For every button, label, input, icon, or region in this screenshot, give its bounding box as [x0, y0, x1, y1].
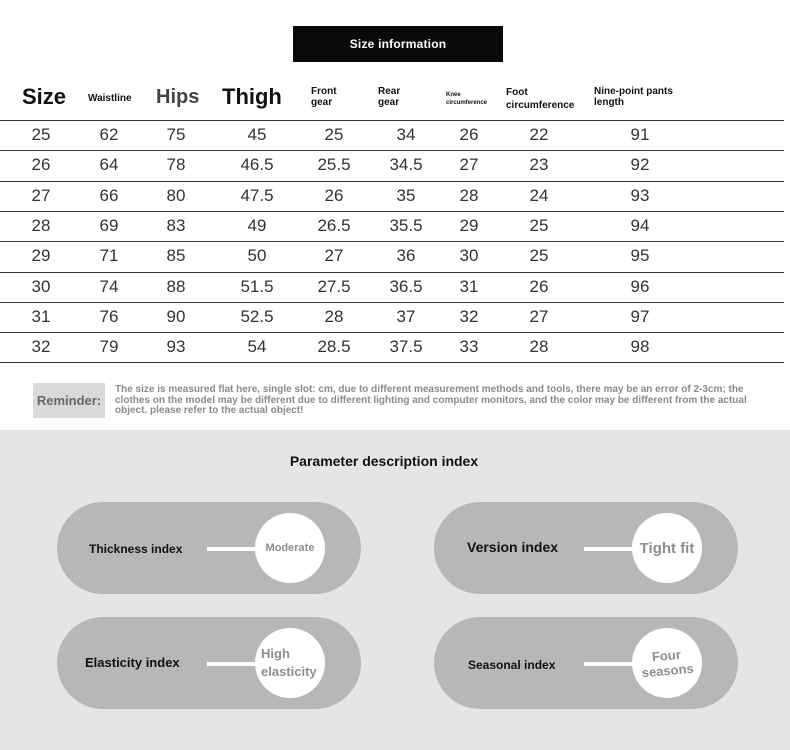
table-cell: 27: [324, 246, 344, 266]
table-cell: 37: [396, 306, 416, 326]
size-info-title: Size information: [293, 26, 503, 62]
table-cell: 85: [166, 246, 186, 266]
table-cell: 54: [247, 337, 267, 357]
table-cell: 66: [99, 185, 119, 205]
table-cell: 96: [630, 276, 650, 296]
table-cell: 25: [529, 215, 549, 235]
table-cell: 47.5: [240, 185, 274, 205]
table-cell: 83: [166, 215, 186, 235]
table-cell: 95: [630, 246, 650, 266]
table-cell: 28.5: [317, 337, 351, 357]
table-cell: 46.5: [240, 155, 274, 175]
table-cell: 79: [99, 337, 119, 357]
table-cell: 90: [166, 306, 186, 326]
table-cell: 27: [459, 155, 479, 175]
table-cell: 28: [459, 185, 479, 205]
table-row-divider: [0, 362, 784, 363]
table-row-divider: [0, 332, 784, 333]
table-row-divider: [0, 181, 784, 182]
table-cell: 88: [166, 276, 186, 296]
table-cell: 27: [31, 185, 51, 205]
table-cell: 93: [630, 185, 650, 205]
table-cell: 35: [396, 185, 416, 205]
seasonal-value: Four seasons: [629, 625, 705, 701]
table-cell: 69: [99, 215, 119, 235]
elasticity-pill: [57, 617, 361, 709]
table-cell: 26: [529, 276, 549, 296]
table-cell: 29: [31, 246, 51, 266]
table-row-divider: [0, 120, 784, 121]
table-cell: 26: [31, 155, 51, 175]
table-cell: 28: [31, 215, 51, 235]
table-cell: 27.5: [317, 276, 351, 296]
table-cell: 93: [166, 337, 186, 357]
version-value: Tight fit: [632, 513, 702, 583]
table-cell: 34.5: [389, 155, 423, 175]
table-cell: 75: [166, 125, 186, 144]
table-cell: 74: [99, 276, 119, 296]
table-cell: 36: [396, 246, 416, 266]
table-cell: 97: [630, 306, 650, 326]
table-cell: 45: [247, 125, 267, 144]
table-cell: 50: [247, 246, 267, 266]
table-cell: 26: [324, 185, 344, 205]
table-cell: 37.5: [389, 337, 423, 357]
seasonal-pill: [434, 617, 738, 709]
table-row-divider: [0, 302, 784, 303]
version-pill: [434, 502, 738, 594]
thickness-value: Moderate: [255, 513, 325, 583]
table-row-divider: [0, 211, 784, 212]
table-cell: 23: [529, 155, 549, 175]
table-cell: 33: [459, 337, 479, 357]
table-cell: 28: [529, 337, 549, 357]
table-row-divider: [0, 150, 784, 151]
table-cell: 30: [31, 276, 51, 296]
table-row-divider: [0, 241, 784, 242]
table-cell: 25: [529, 246, 549, 266]
table-cell: 51.5: [240, 276, 274, 296]
table-cell: 28: [324, 306, 344, 326]
header-foot: Foot circumference: [506, 87, 575, 111]
table-cell: 52.5: [240, 306, 274, 326]
version-label: Version index: [467, 539, 559, 555]
table-cell: 31: [459, 276, 479, 296]
table-cell: 31: [31, 306, 51, 326]
table-cell: 36.5: [389, 276, 423, 296]
table-cell: 62: [99, 125, 119, 144]
header-length: Nine-point pants length: [594, 86, 673, 108]
table-cell: 30: [459, 246, 479, 266]
table-cell: 94: [630, 215, 650, 235]
table-cell: 49: [247, 215, 267, 235]
table-cell: 25: [324, 125, 344, 144]
table-cell: 29: [459, 215, 479, 235]
table-cell: 80: [166, 185, 186, 205]
reminder-label: Reminder:: [33, 383, 105, 418]
table-cell: 91: [630, 125, 650, 144]
header-front-gear: Front gear: [311, 86, 337, 108]
table-row-divider: [0, 272, 784, 273]
table-cell: 78: [166, 155, 186, 175]
table-cell: 26: [459, 125, 479, 144]
table-cell: 92: [630, 155, 650, 175]
seasonal-label: Seasonal index: [468, 658, 556, 672]
table-cell: 71: [99, 246, 119, 266]
table-cell: 32: [459, 306, 479, 326]
header-knee: Knee circumference: [446, 92, 488, 106]
header-waistline: Waistline: [88, 93, 132, 104]
thickness-label: Thickness index: [89, 542, 183, 556]
table-cell: 98: [630, 337, 650, 357]
table-cell: 24: [529, 185, 549, 205]
table-cell: 76: [99, 306, 119, 326]
table-cell: 25.5: [317, 155, 351, 175]
elasticity-value: High elasticity: [255, 628, 325, 698]
header-size: Size: [22, 84, 67, 109]
parameter-title: Parameter description index: [289, 453, 479, 469]
header-hips: Hips: [156, 86, 200, 108]
header-thigh: Thigh: [222, 84, 282, 109]
table-cell: 27: [529, 306, 549, 326]
table-cell: 26.5: [317, 215, 351, 235]
header-rear-gear: Rear gear: [378, 86, 401, 108]
reminder-text: The size is measured flat here, single slot: cm, due to different measurement methods and tools, there may be an error of 2-3cm; the clothes on the model may be different due to different lighting and computer monitors, and the color may be different from the actual object. please refer to the actual object!: [115, 384, 747, 416]
elasticity-label: Elasticity index: [85, 655, 180, 670]
table-cell: 25: [31, 125, 51, 144]
thickness-pill: [57, 502, 361, 594]
table-cell: 32: [31, 337, 51, 357]
table-cell: 35.5: [389, 215, 423, 235]
table-cell: 64: [99, 155, 119, 175]
table-cell: 34: [396, 125, 416, 144]
table-cell: 22: [529, 125, 549, 144]
